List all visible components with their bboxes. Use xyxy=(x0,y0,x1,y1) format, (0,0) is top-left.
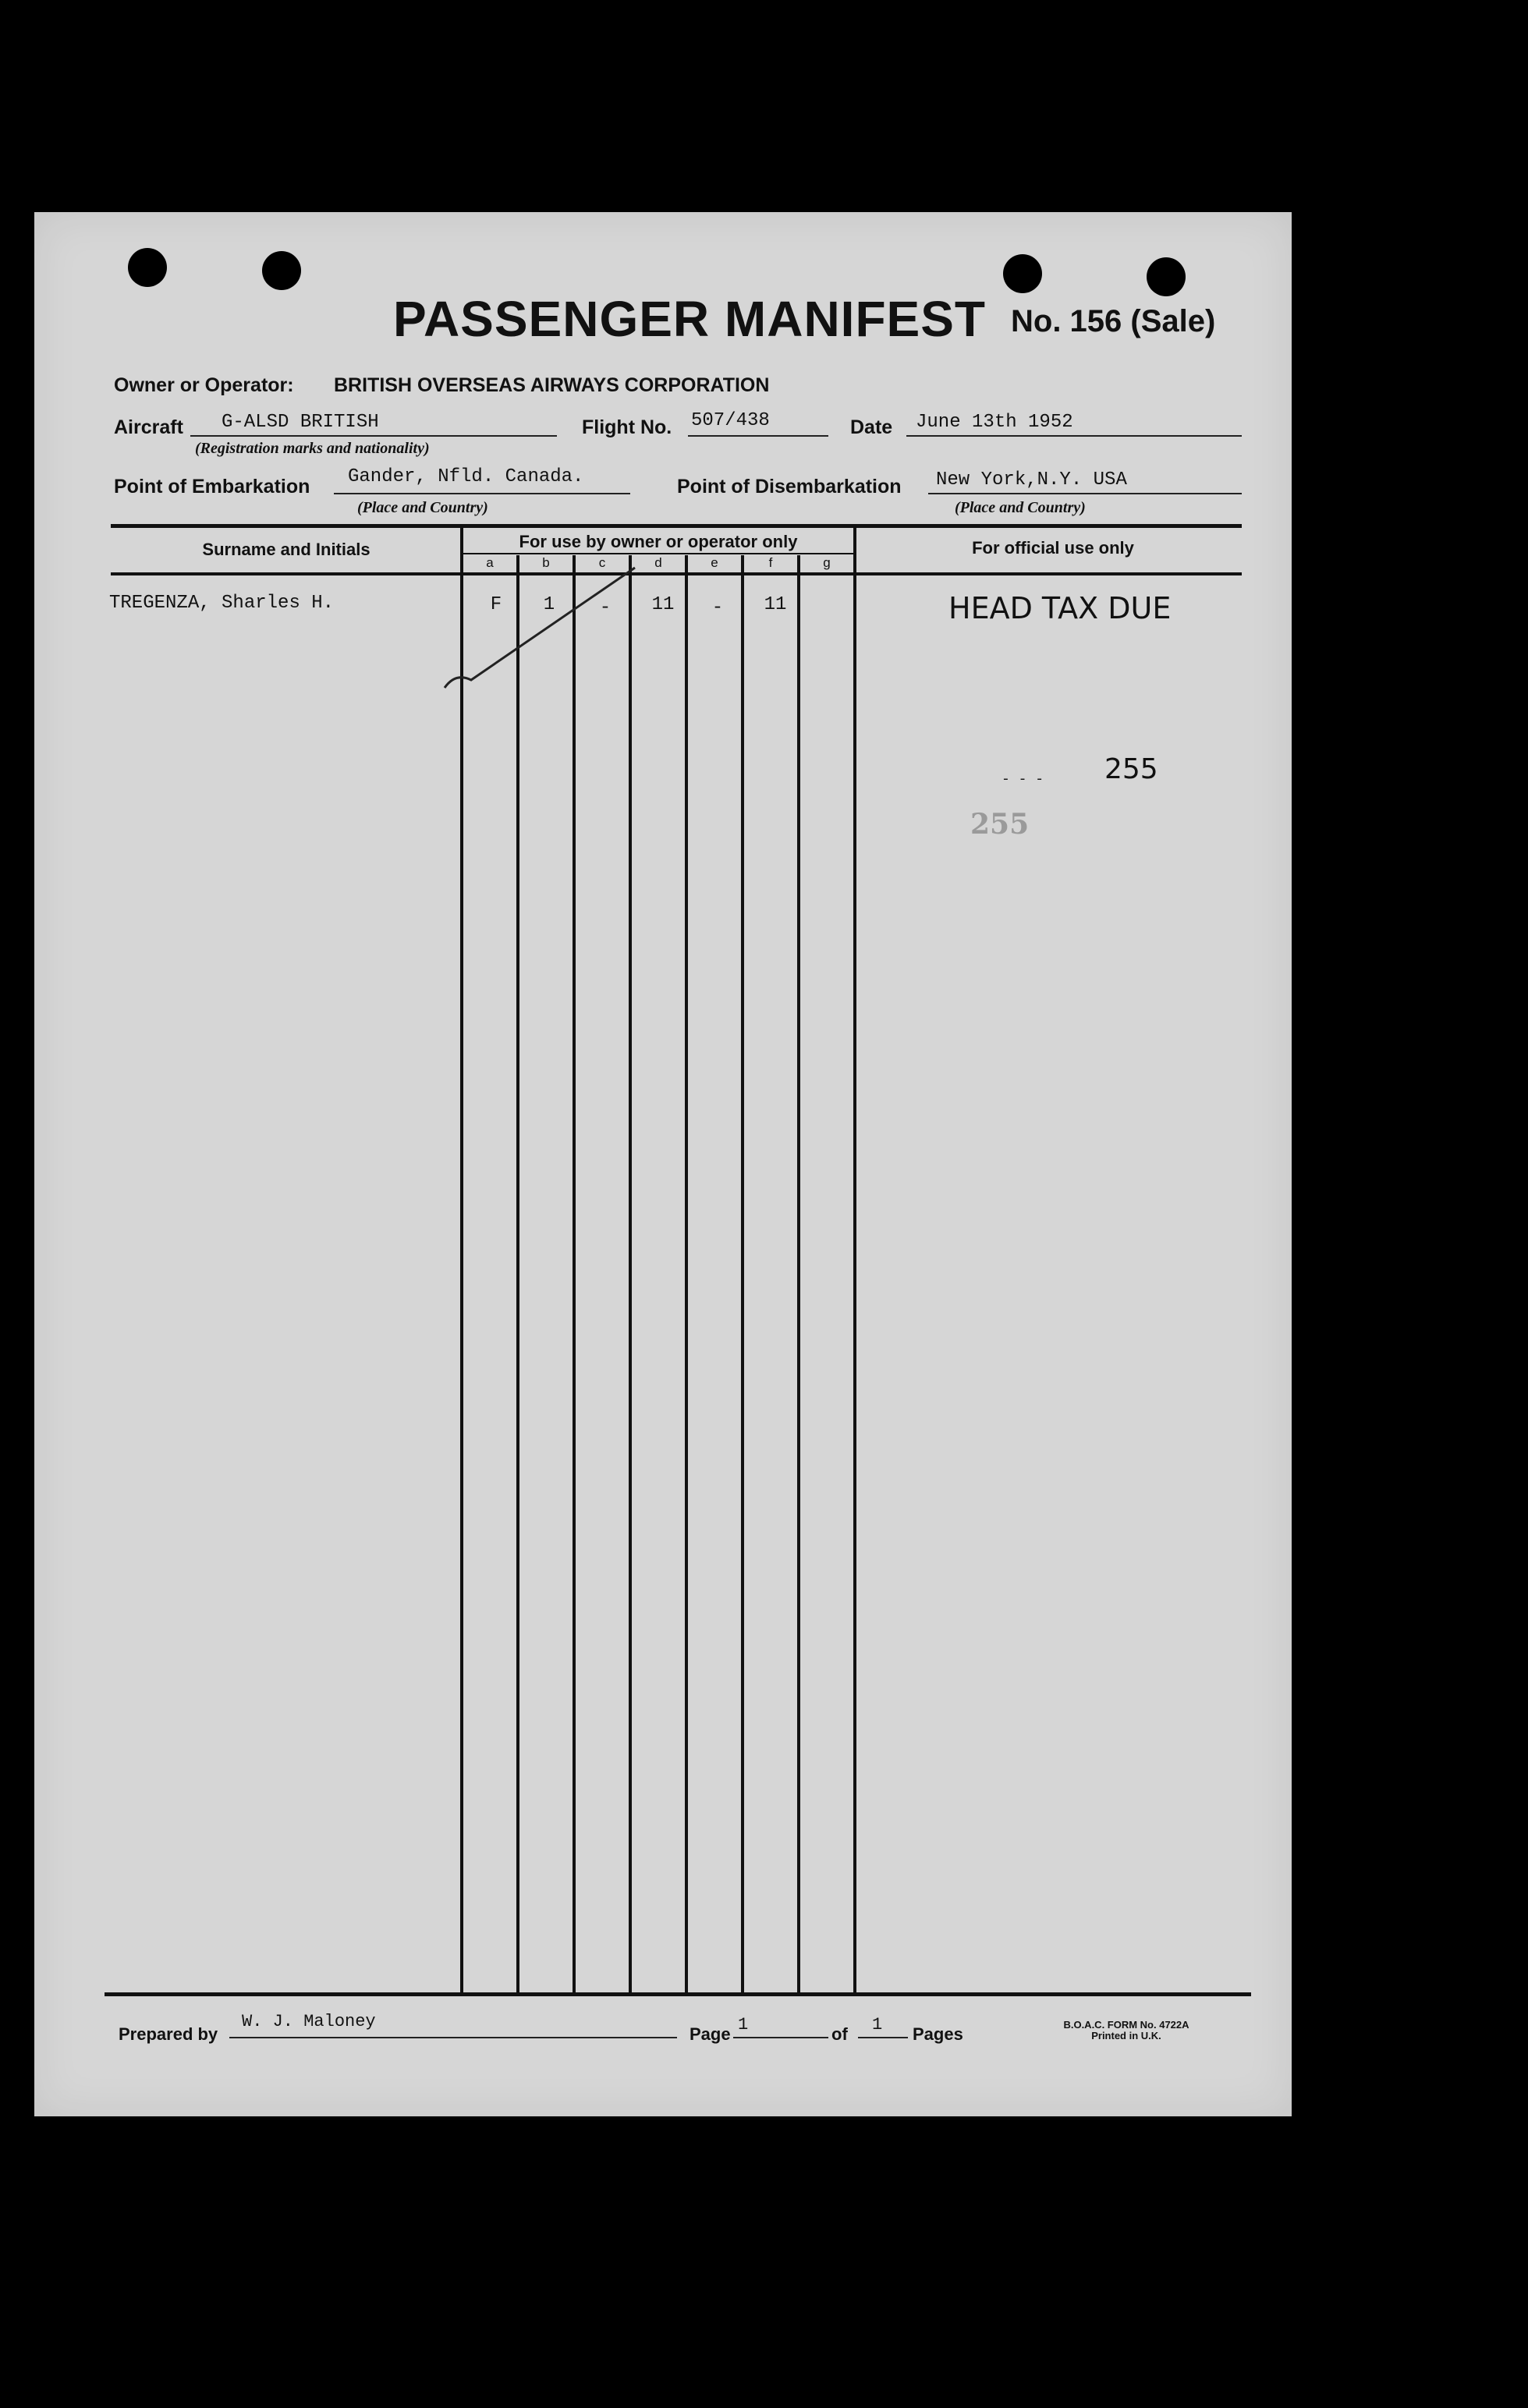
aircraft-underline xyxy=(190,435,557,437)
page-title: PASSENGER MANIFEST xyxy=(393,291,986,347)
flight-value: 507/438 xyxy=(691,410,770,431)
subcolumn-a: a xyxy=(486,555,494,570)
form-id-line-2: Printed in U.K. xyxy=(1091,2030,1161,2041)
table-top-rule xyxy=(111,524,1242,528)
official-faded-number: 255 xyxy=(970,808,1030,841)
column-divider-2 xyxy=(516,555,519,1992)
flight-underline xyxy=(688,435,828,437)
embarkation-value: Gander, Nfld. Canada. xyxy=(348,466,584,487)
subcolumn-e: e xyxy=(711,555,718,570)
embarkation-underline xyxy=(334,493,630,494)
disembarkation-label: Point of Disembarkation xyxy=(677,476,902,498)
operator-column-header: For use by owner or operator only xyxy=(519,532,798,551)
page-value: 1 xyxy=(738,2015,749,2034)
column-divider-1 xyxy=(460,528,463,1992)
embarkation-hint: (Place and Country) xyxy=(357,499,488,516)
column-divider-4 xyxy=(629,555,632,1992)
punch-hole-3 xyxy=(1003,254,1042,293)
owner-label: Owner or Operator: xyxy=(114,374,294,396)
aircraft-value: G-ALSD BRITISH xyxy=(222,412,379,433)
table-bottom-rule xyxy=(105,1992,1251,1996)
passenger-cell-d: 11 xyxy=(651,594,675,615)
passenger-cell-b: 1 xyxy=(543,594,555,615)
disembarkation-underline xyxy=(928,493,1242,494)
subcolumn-g: g xyxy=(823,555,831,570)
date-value: June 13th 1952 xyxy=(916,412,1073,433)
punch-hole-2 xyxy=(262,251,301,290)
date-label: Date xyxy=(850,416,893,438)
disembarkation-value: New York,N.Y. USA xyxy=(936,469,1127,490)
page-label: Page xyxy=(690,2024,731,2044)
owner-value: BRITISH OVERSEAS AIRWAYS CORPORATION xyxy=(334,374,770,396)
column-divider-5 xyxy=(685,555,688,1992)
aircraft-hint: (Registration marks and nationality) xyxy=(195,440,430,457)
punch-hole-1 xyxy=(128,248,167,287)
form-id-line-1: B.O.A.C. FORM No. 4722A xyxy=(1063,2019,1189,2031)
aircraft-label: Aircraft xyxy=(114,416,183,438)
passenger-cell-a: F xyxy=(490,594,502,615)
column-divider-7 xyxy=(797,555,800,1992)
prepared-label: Prepared by xyxy=(119,2024,218,2044)
subcolumn-f: f xyxy=(768,555,773,570)
passenger-name: TREGENZA, Sharles H. xyxy=(109,593,335,614)
subcolumn-d: d xyxy=(654,555,662,570)
date-underline xyxy=(906,435,1242,437)
of-label: of xyxy=(831,2024,848,2044)
passenger-cell-e: - xyxy=(711,597,724,618)
check-mark-icon xyxy=(440,563,643,696)
manifest-number: No. 156 (Sale) xyxy=(1011,304,1216,338)
official-number: 255 xyxy=(1104,753,1158,785)
surname-column-header: Surname and Initials xyxy=(202,540,370,559)
of-underline xyxy=(858,2037,908,2038)
subhead-rule xyxy=(462,553,855,554)
passenger-cell-c: - xyxy=(599,597,612,618)
manifest-sheet xyxy=(34,212,1292,2116)
subcolumn-b: b xyxy=(542,555,550,570)
official-dashes: - - - xyxy=(1002,772,1044,788)
column-divider-8 xyxy=(853,528,856,1992)
passenger-cell-f: 11 xyxy=(764,594,787,615)
flight-label: Flight No. xyxy=(582,416,672,438)
page-underline xyxy=(733,2037,828,2038)
table-head-rule xyxy=(111,572,1242,575)
head-tax-stamp: HEAD TAX DUE xyxy=(948,591,1172,625)
punch-hole-4 xyxy=(1147,257,1186,296)
prepared-underline xyxy=(229,2037,677,2038)
of-value: 1 xyxy=(872,2015,883,2034)
subcolumn-c: c xyxy=(598,555,606,570)
official-column-header: For official use only xyxy=(972,538,1134,558)
prepared-value: W. J. Maloney xyxy=(242,2012,376,2031)
embarkation-label: Point of Embarkation xyxy=(114,476,310,498)
disembarkation-hint: (Place and Country) xyxy=(955,499,1086,516)
column-divider-3 xyxy=(573,555,576,1992)
pages-label: Pages xyxy=(913,2024,963,2044)
column-divider-6 xyxy=(741,555,744,1992)
